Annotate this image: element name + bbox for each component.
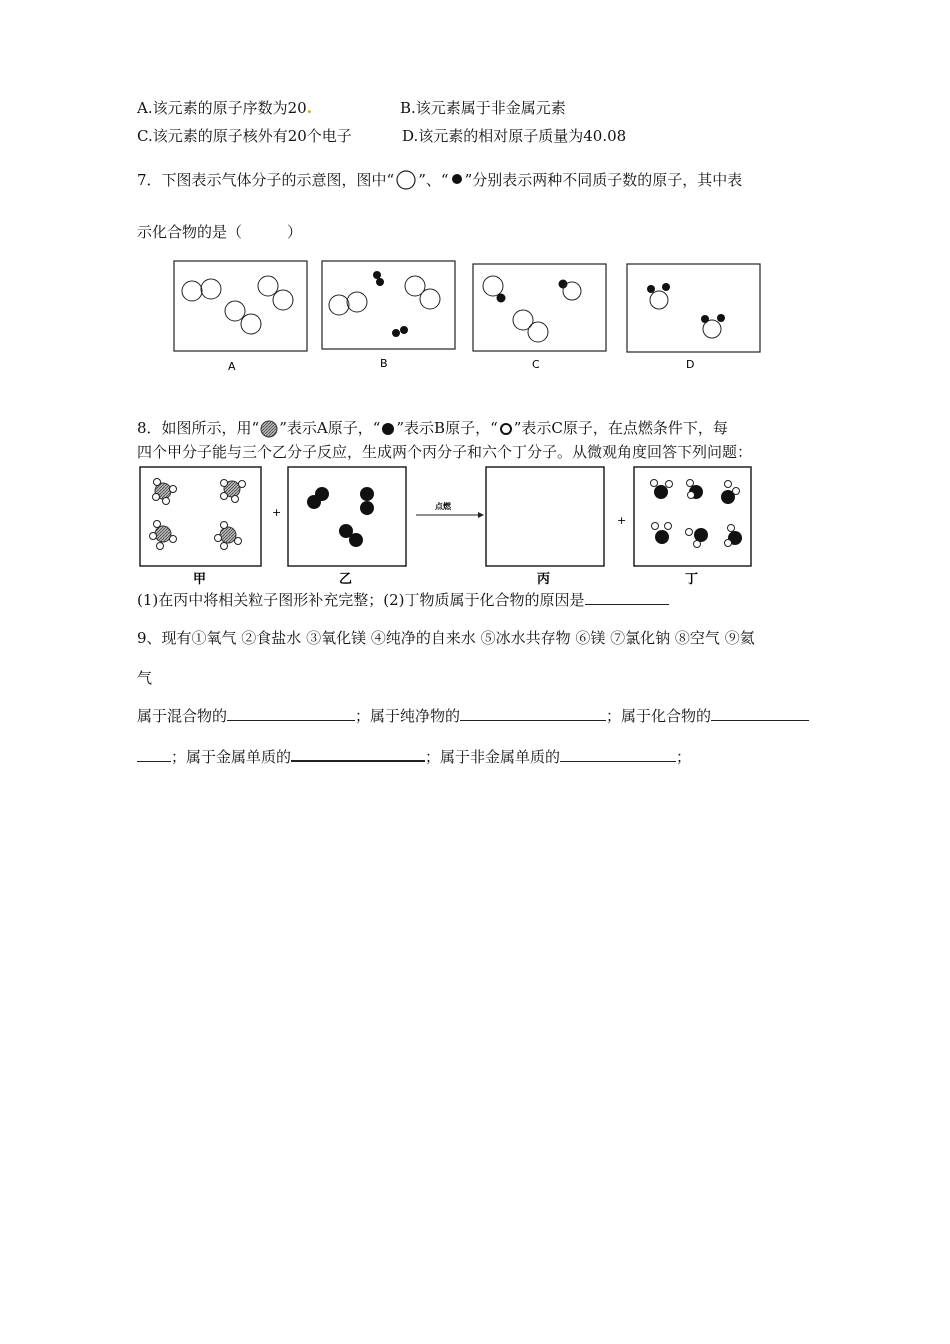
q7-label-c: C xyxy=(532,358,540,371)
q6-option-c: C.该元素的原子核外有20个电子 xyxy=(137,127,352,145)
q9-question-cont: 气 xyxy=(137,669,153,687)
q7-box-b xyxy=(322,261,455,349)
ding-molecule xyxy=(725,525,743,547)
q8-question-cont: 四个甲分子能与三个乙分子反应，生成两个丙分子和六个丁分子。从微观角度回答下列问题： xyxy=(137,443,753,461)
q9-answers-row2: ；属于金属单质的 ；属于非金属单质的 ； xyxy=(137,746,691,767)
mixture-blank[interactable] xyxy=(227,706,355,721)
q7-question-cont: 示化合物的是（ ） xyxy=(137,223,303,241)
ding-molecule xyxy=(721,481,740,505)
q8-label-bing: 丙 xyxy=(537,572,551,587)
q8-box-yi xyxy=(288,467,406,566)
q6-option-a: A.该元素的原子序数为20. xyxy=(137,99,312,117)
q7-box-d xyxy=(627,264,760,352)
ding-molecule xyxy=(686,528,709,548)
q8-label-jia: 甲 xyxy=(193,572,207,587)
pure-blank[interactable] xyxy=(460,706,606,721)
q7-box-c xyxy=(473,264,606,351)
q7-label-b: B xyxy=(380,357,388,370)
q6-option-b: B.该元素属于非金属元素 xyxy=(400,99,566,117)
q8-label-yi: 乙 xyxy=(339,572,353,587)
a-atom-icon xyxy=(259,419,279,439)
black-atom-icon xyxy=(449,173,465,189)
q6-option-d: D.该元素的相对原子质量为40.08 xyxy=(402,127,627,145)
q7-label-d: D xyxy=(686,358,695,371)
b-atom-icon xyxy=(380,421,396,437)
jia-molecule xyxy=(221,480,246,503)
q8-box-bing xyxy=(486,467,604,566)
c-atom-icon xyxy=(498,421,514,437)
q7-question: 7．下图表示气体分子的示意图，图中“ ”、“ ”分别表示两种不同质子数的原子，其中表 xyxy=(137,170,742,192)
q7-box-a xyxy=(174,261,307,351)
q8-answer-line: (1)在丙中将相关粒子图形补充完整；(2)丁物质属于化合物的原因是 xyxy=(137,590,669,610)
white-atom-icon xyxy=(394,170,418,192)
q8-label-ding: 丁 xyxy=(685,572,699,587)
compound-blank[interactable] xyxy=(711,706,809,721)
jia-molecule xyxy=(215,522,242,550)
plus-sign: + xyxy=(272,506,282,519)
jia-molecule xyxy=(153,479,177,505)
q7-figure xyxy=(170,258,770,378)
q8-figure xyxy=(138,462,758,587)
q8-question: 8．如图所示，用“ ”表示A原子，“ ”表示B原子，“ ”表示C原子，在点燃条件下，每 xyxy=(137,419,728,437)
ding-molecule xyxy=(651,480,673,500)
ding-molecule xyxy=(652,523,672,545)
q9-answers-row1: 属于混合物的 ；属于纯净物的 ；属于化合物的 xyxy=(137,706,809,726)
arrow-label: 点燃 xyxy=(435,502,451,511)
ding-molecule xyxy=(687,480,704,500)
q7-label-a: A xyxy=(228,360,236,373)
q9-question: 9、现有①氧气 ②食盐水 ③氧化镁 ④纯净的自来水 ⑤冰水共存物 ⑥镁 ⑦氯化钠 ⑧空气 ⑨氦 xyxy=(137,629,755,647)
q8-answer-blank[interactable] xyxy=(585,590,669,605)
nonmetal-blank[interactable] xyxy=(560,747,676,762)
plus-sign-2: + xyxy=(617,514,627,527)
jia-molecule xyxy=(150,521,177,550)
compound-blank-cont[interactable] xyxy=(137,747,171,762)
metal-blank[interactable] xyxy=(291,746,425,762)
